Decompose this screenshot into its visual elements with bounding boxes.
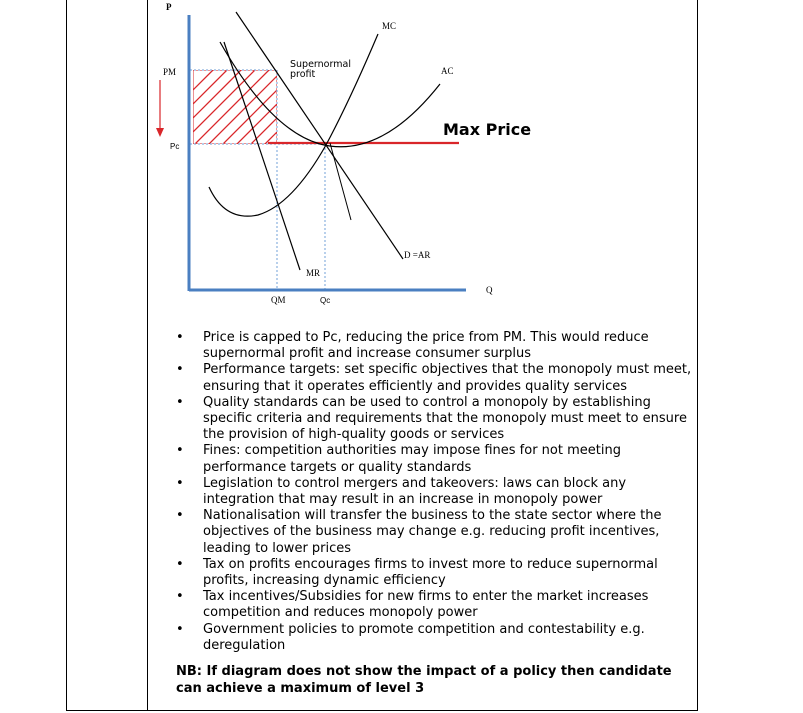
supernormal-profit-area	[183, 70, 290, 148]
axis-q-label: Q	[486, 285, 493, 295]
bullet-icon: •	[176, 621, 184, 637]
qc-label: Qc	[320, 296, 331, 305]
list-item: • Government policies to promote competition and contestability e.g. deregulation	[176, 621, 645, 653]
bullet-icon: •	[176, 362, 184, 378]
profit-label: profit	[290, 69, 316, 80]
nb-note: NB: If diagram does not show the impact of a policy then candidate can achieve a maximum of level 3	[176, 664, 672, 696]
list-item: • Nationalisation will transfer the business to the state sector where the objectives of the business may change e.g. reducing profit incentives, leading to lower prices	[176, 508, 662, 556]
mc-label: MC	[382, 21, 397, 31]
list-item: • Tax incentives/Subsidies for new firms to enter the market increases competition and reduces monopoly power	[176, 589, 649, 621]
demand-curve	[236, 12, 403, 259]
qm-label: QM	[271, 295, 286, 305]
demand-label: D =AR	[404, 250, 431, 260]
bullet-icon: •	[176, 508, 184, 524]
bullet-icon: •	[176, 475, 184, 491]
ac-curve	[220, 42, 440, 147]
price-down-arrow	[156, 80, 164, 137]
bullet-icon: •	[176, 443, 184, 459]
list-item: • Price is capped to Pc, reducing the price from PM. This would reduce supernormal profit and increase consumer surplus	[176, 330, 649, 362]
policy-bullet-list	[176, 330, 696, 654]
max-price-label: Max Price	[443, 120, 532, 139]
pc-label: Pc	[170, 142, 180, 151]
mr-label: MR	[306, 268, 321, 278]
list-item: • Legislation to control mergers and takeovers: laws can block any integration that may result in an increase in monopoly power	[176, 475, 627, 508]
list-item: • Tax on profits encourages firms to invest more to reduce supernormal profits, increasing dynamic efficiency	[176, 556, 658, 589]
bullet-icon: •	[176, 556, 184, 572]
curve-short-line	[330, 143, 351, 220]
bullet-icon: •	[176, 394, 184, 410]
list-item: • Quality standards can be used to control a monopoly by establishing specific criteria and requirements that the monopoly must meet to ensure the provision of high-quality goods or services	[176, 394, 687, 443]
list-item: • Performance targets: set specific objectives that the monopoly must meet, ensuring that it operates efficiently and provides quality services	[176, 362, 692, 394]
pm-label: PM	[163, 67, 177, 77]
bullet-icon: •	[176, 589, 184, 605]
supernormal-label: Supernormal	[290, 59, 351, 70]
ac-label: AC	[441, 66, 454, 76]
monopoly-diagram	[148, 0, 548, 320]
bullet-icon: •	[176, 330, 184, 345]
list-item: • Fines: competition authorities may impose fines for not meeting performance targets or quality standards	[176, 443, 621, 475]
axis-p-label: P	[166, 2, 172, 12]
